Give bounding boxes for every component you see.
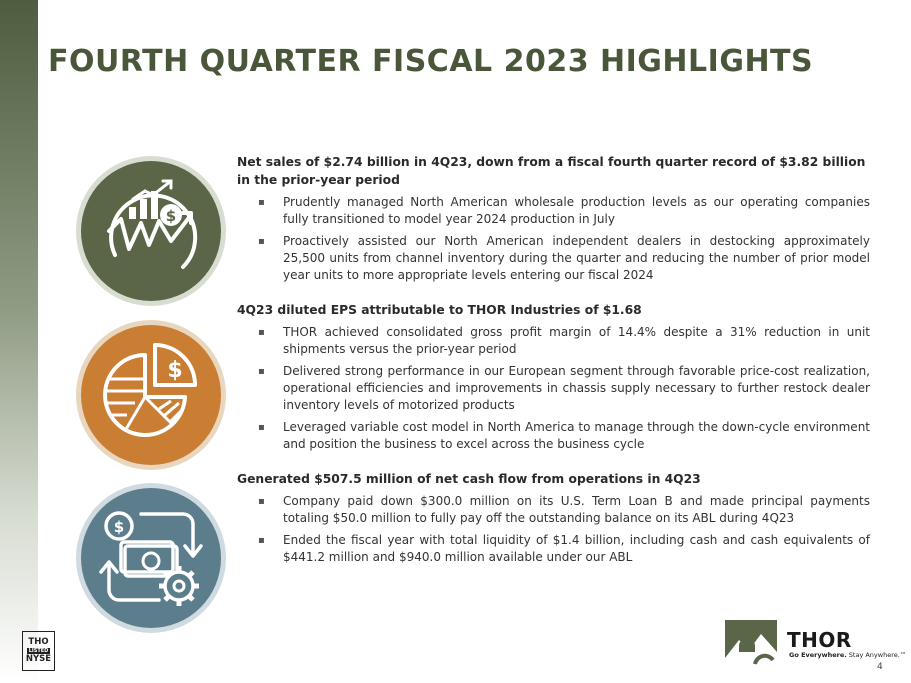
bullet-marker: ▪ xyxy=(258,496,265,507)
pie-chart-dollar-icon xyxy=(75,319,227,471)
list-item xyxy=(237,194,870,228)
section-eps xyxy=(237,301,870,453)
bullet-text: Proactively assisted our North American independent dealers in destocking approximately 25,500 units from channel inventory during the quarter and reducing the number of prior model year units to more appropriate levels entering our fiscal 2024 xyxy=(283,234,870,282)
thor-logo-icon xyxy=(725,620,777,670)
side-gradient-bar xyxy=(0,0,38,683)
svg-text:$: $ xyxy=(165,207,177,225)
list-item xyxy=(237,324,870,358)
section-heading: Generated $507.5 million of net cash flow from operations in 4Q23 xyxy=(237,472,701,486)
section-heading: Net sales of $2.74 billion in 4Q23, down from a fiscal fourth quarter record of $3.82 billion in the prior-year period xyxy=(237,155,866,187)
bullet-text: THOR achieved consolidated gross profit margin of 14.4% despite a 31% reduction in unit shipments versus the prior-year period xyxy=(283,325,870,356)
trademark: ™ xyxy=(899,651,907,659)
bullet-list xyxy=(237,194,870,284)
section-heading: 4Q23 diluted EPS attributable to THOR Industries of $1.68 xyxy=(237,303,642,317)
bullet-marker: ▪ xyxy=(258,366,265,377)
list-item xyxy=(237,493,870,527)
bullet-text: Delivered strong performance in our European segment through favorable price-cost realization, operational efficiencies and improvements in chassis supply necessary to further restock dealer inventory levels of motorized products xyxy=(283,364,870,412)
thor-brand-name: THOR xyxy=(787,628,852,652)
cash-cycle-gear-icon xyxy=(75,482,227,634)
bullet-list xyxy=(237,493,870,566)
list-item xyxy=(237,363,870,414)
bullet-text: Company paid down $300.0 million on its U.S. Term Loan B and made principal payments totaling $50.0 million to fully pay off the outstanding balance on its ABL during 4Q23 xyxy=(283,494,870,525)
bullet-list xyxy=(237,324,870,453)
svg-text:$: $ xyxy=(113,518,125,536)
bullet-marker: ▪ xyxy=(258,535,265,546)
bullet-marker: ▪ xyxy=(258,197,265,208)
page-title: FOURTH QUARTER FISCAL 2023 HIGHLIGHTS xyxy=(48,44,814,79)
section-cash-flow xyxy=(237,470,870,566)
bullet-text: Prudently managed North American wholesale production levels as our operating companies fully transitioned to model year 2024 production in July xyxy=(283,195,870,226)
highlights-content xyxy=(237,153,870,583)
bullet-marker: ▪ xyxy=(258,327,265,338)
tagline-bold: Go Everywhere. xyxy=(789,651,847,659)
list-item xyxy=(237,233,870,284)
bullet-marker: ▪ xyxy=(258,236,265,247)
page-number: 4 xyxy=(877,662,883,672)
bullet-text: Ended the fiscal year with total liquidity of $1.4 billion, including cash and cash equivalents of $441.2 million and $940.0 million available under our ABL xyxy=(283,533,870,564)
list-item xyxy=(237,419,870,453)
tagline-rest: Stay Anywhere. xyxy=(846,651,900,659)
bullet-text: Leveraged variable cost model in North America to manage through the down-cycle environment and position the business to excel across the business cycle xyxy=(283,420,870,451)
section-net-sales xyxy=(237,153,870,284)
growth-chart-dollar-icon xyxy=(75,155,227,307)
thor-tagline xyxy=(789,651,906,659)
nyse-ticker: THO xyxy=(28,637,49,647)
nyse-listed-label: LISTED xyxy=(28,648,49,654)
nyse-listed-badge xyxy=(22,631,55,671)
svg-text:$: $ xyxy=(167,358,183,383)
bullet-marker: ▪ xyxy=(258,422,265,433)
list-item xyxy=(237,532,870,566)
nyse-exchange: NYSE xyxy=(25,654,52,664)
